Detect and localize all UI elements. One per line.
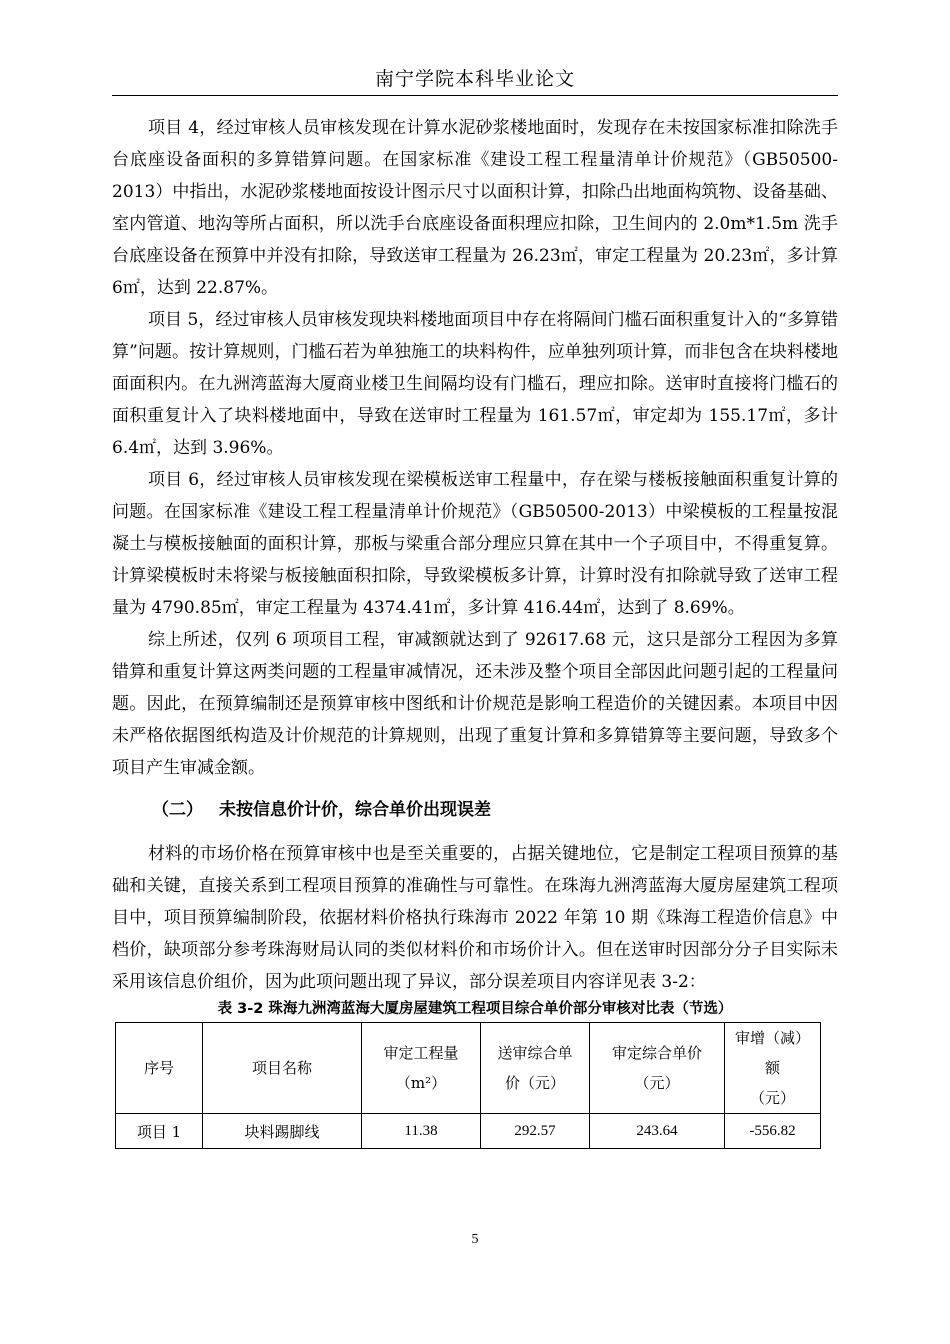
- header-approved-quantity: [362, 1023, 481, 1114]
- cell-approved-unit-price: 243.64: [590, 1114, 725, 1149]
- header-submitted-unit-price-line2: 价（元）: [504, 1074, 565, 1092]
- audit-comparison-table: [115, 1022, 821, 1149]
- table-row: [116, 1114, 821, 1149]
- paragraph-item-6: 项目 6，经过审核人员审核发现在梁模板送审工程量中，存在梁与楼板接触面积重复计算的问题。在国家标准《建设工程工程量清单计价规范》（GB50500-2013）中梁模板的工程量按混凝土与模板接触面的面积计算，那板与梁重合部分理应只算在其中一个子项目中，不得重复算。计算梁模板时未将梁与板接触面积扣除，导致梁模板多计算，计算时没有扣除就导致了送审工程量为 4790.85㎡，审定工程量为 4374.41㎡，多计算 416.44㎡，达到了 8.69%。: [112, 470, 838, 618]
- header-approved-quantity-line2: （m²）: [395, 1074, 447, 1092]
- header-submitted-unit-price: [481, 1023, 590, 1114]
- header-approved-unit-price-line2: （元）: [634, 1074, 680, 1092]
- table-caption: 表 3-2 珠海九洲湾蓝海大厦房屋建筑工程项目综合单价部分审核对比表（节选）: [217, 1001, 733, 1017]
- cell-adjustment-amount: -556.82: [725, 1114, 821, 1149]
- section-title: 未按信息价计价，综合单价出现误差: [219, 800, 491, 820]
- header-adjustment-amount-line1: 审增（减）额: [734, 1029, 810, 1077]
- table-header-row: [116, 1023, 821, 1114]
- cell-item-name: 块料踢脚线: [203, 1114, 362, 1149]
- header-divider: [112, 95, 838, 96]
- paragraph-item-5: 项目 5，经过审核人员审核发现块料楼地面项目中存在将隔间门槛石面积重复计入的“多算错算”问题。按计算规则，门槛石若为单独施工的块料构件，应单独列项计算，而非包含在块料楼地面面积内。在九洲湾蓝海大厦商业楼卫生间隔均设有门槛石，理应扣除。送审时直接将门槛石的面积重复计入了块料楼地面中，导致在送审时工程量为 161.57㎡，审定却为 155.17㎡，多计 6.4㎡，达到 3.96%。: [112, 310, 838, 458]
- header-approved-unit-price-line1: 审定综合单价: [611, 1044, 702, 1062]
- header-submitted-unit-price-line1: 送审综合单: [497, 1044, 573, 1062]
- cell-approved-quantity: 11.38: [362, 1114, 481, 1149]
- paragraph-material-price: 材料的市场价格在预算审核中也是至关重要的，占据关键地位，它是制定工程项目预算的基础和关键，直接关系到工程项目预算的准确性与可靠性。在珠海九洲湾蓝海大厦房屋建筑工程项目中，项目预算编制阶段，依据材料价格执行珠海市 2022 年第 10 期《珠海工程造价信息》中档价，缺项部分参考珠海财局认同的类似材料价和市场价计入。但在送审时因部分分子目实际未采用该信息价组价，因为此项问题出现了异议，部分误差项目内容详见表 3-2：: [112, 844, 838, 992]
- page-header-title: 南宁学院本科毕业论文: [374, 68, 575, 90]
- page-number: 5: [471, 1232, 479, 1247]
- header-adjustment-amount-line2: （元）: [749, 1089, 795, 1107]
- section-number: （二）: [152, 800, 203, 820]
- header-approved-quantity-line1: 审定工程量: [383, 1044, 459, 1062]
- document-body: [112, 112, 838, 1149]
- section-heading: [112, 794, 838, 826]
- header-item-name: 项目名称: [203, 1023, 362, 1114]
- cell-seq: 项目 1: [116, 1114, 203, 1149]
- header-approved-unit-price: [590, 1023, 725, 1114]
- paragraph-summary: 综上所述，仅列 6 项项目工程，审减额就达到了 92617.68 元，这只是部分工程因为多算错算和重复计算这两类问题的工程量审减情况，还未涉及整个项目全部因此问题引起的工程量问题。因此，在预算编制还是预算审核中图纸和计价规范是影响工程造价的关键因素。本项目中因未严格依据图纸构造及计价规范的计算规则，出现了重复计算和多算错算等主要问题，导致多个项目产生审减金额。: [112, 630, 838, 778]
- paragraph-item-4: 项目 4，经过审核人员审核发现在计算水泥砂浆楼地面时，发现存在未按国家标准扣除洗手台底座设备面积的多算错算问题。在国家标准《建设工程工程量清单计价规范》（GB50500-2013）中指出，水泥砂浆楼地面按设计图示尺寸以面积计算，扣除凸出地面构筑物、设备基础、室内管道、地沟等所占面积，所以洗手台底座设备面积理应扣除，卫生间内的 2.0m*1.5m 洗手台底座设备在预算中并没有扣除，导致送审工程量为 26.23㎡，审定工程量为 20.23㎡，多计算 6㎡，达到 22.87%。: [112, 118, 838, 298]
- header-seq: 序号: [116, 1023, 203, 1114]
- cell-submitted-unit-price: 292.57: [481, 1114, 590, 1149]
- header-adjustment-amount: [725, 1023, 821, 1114]
